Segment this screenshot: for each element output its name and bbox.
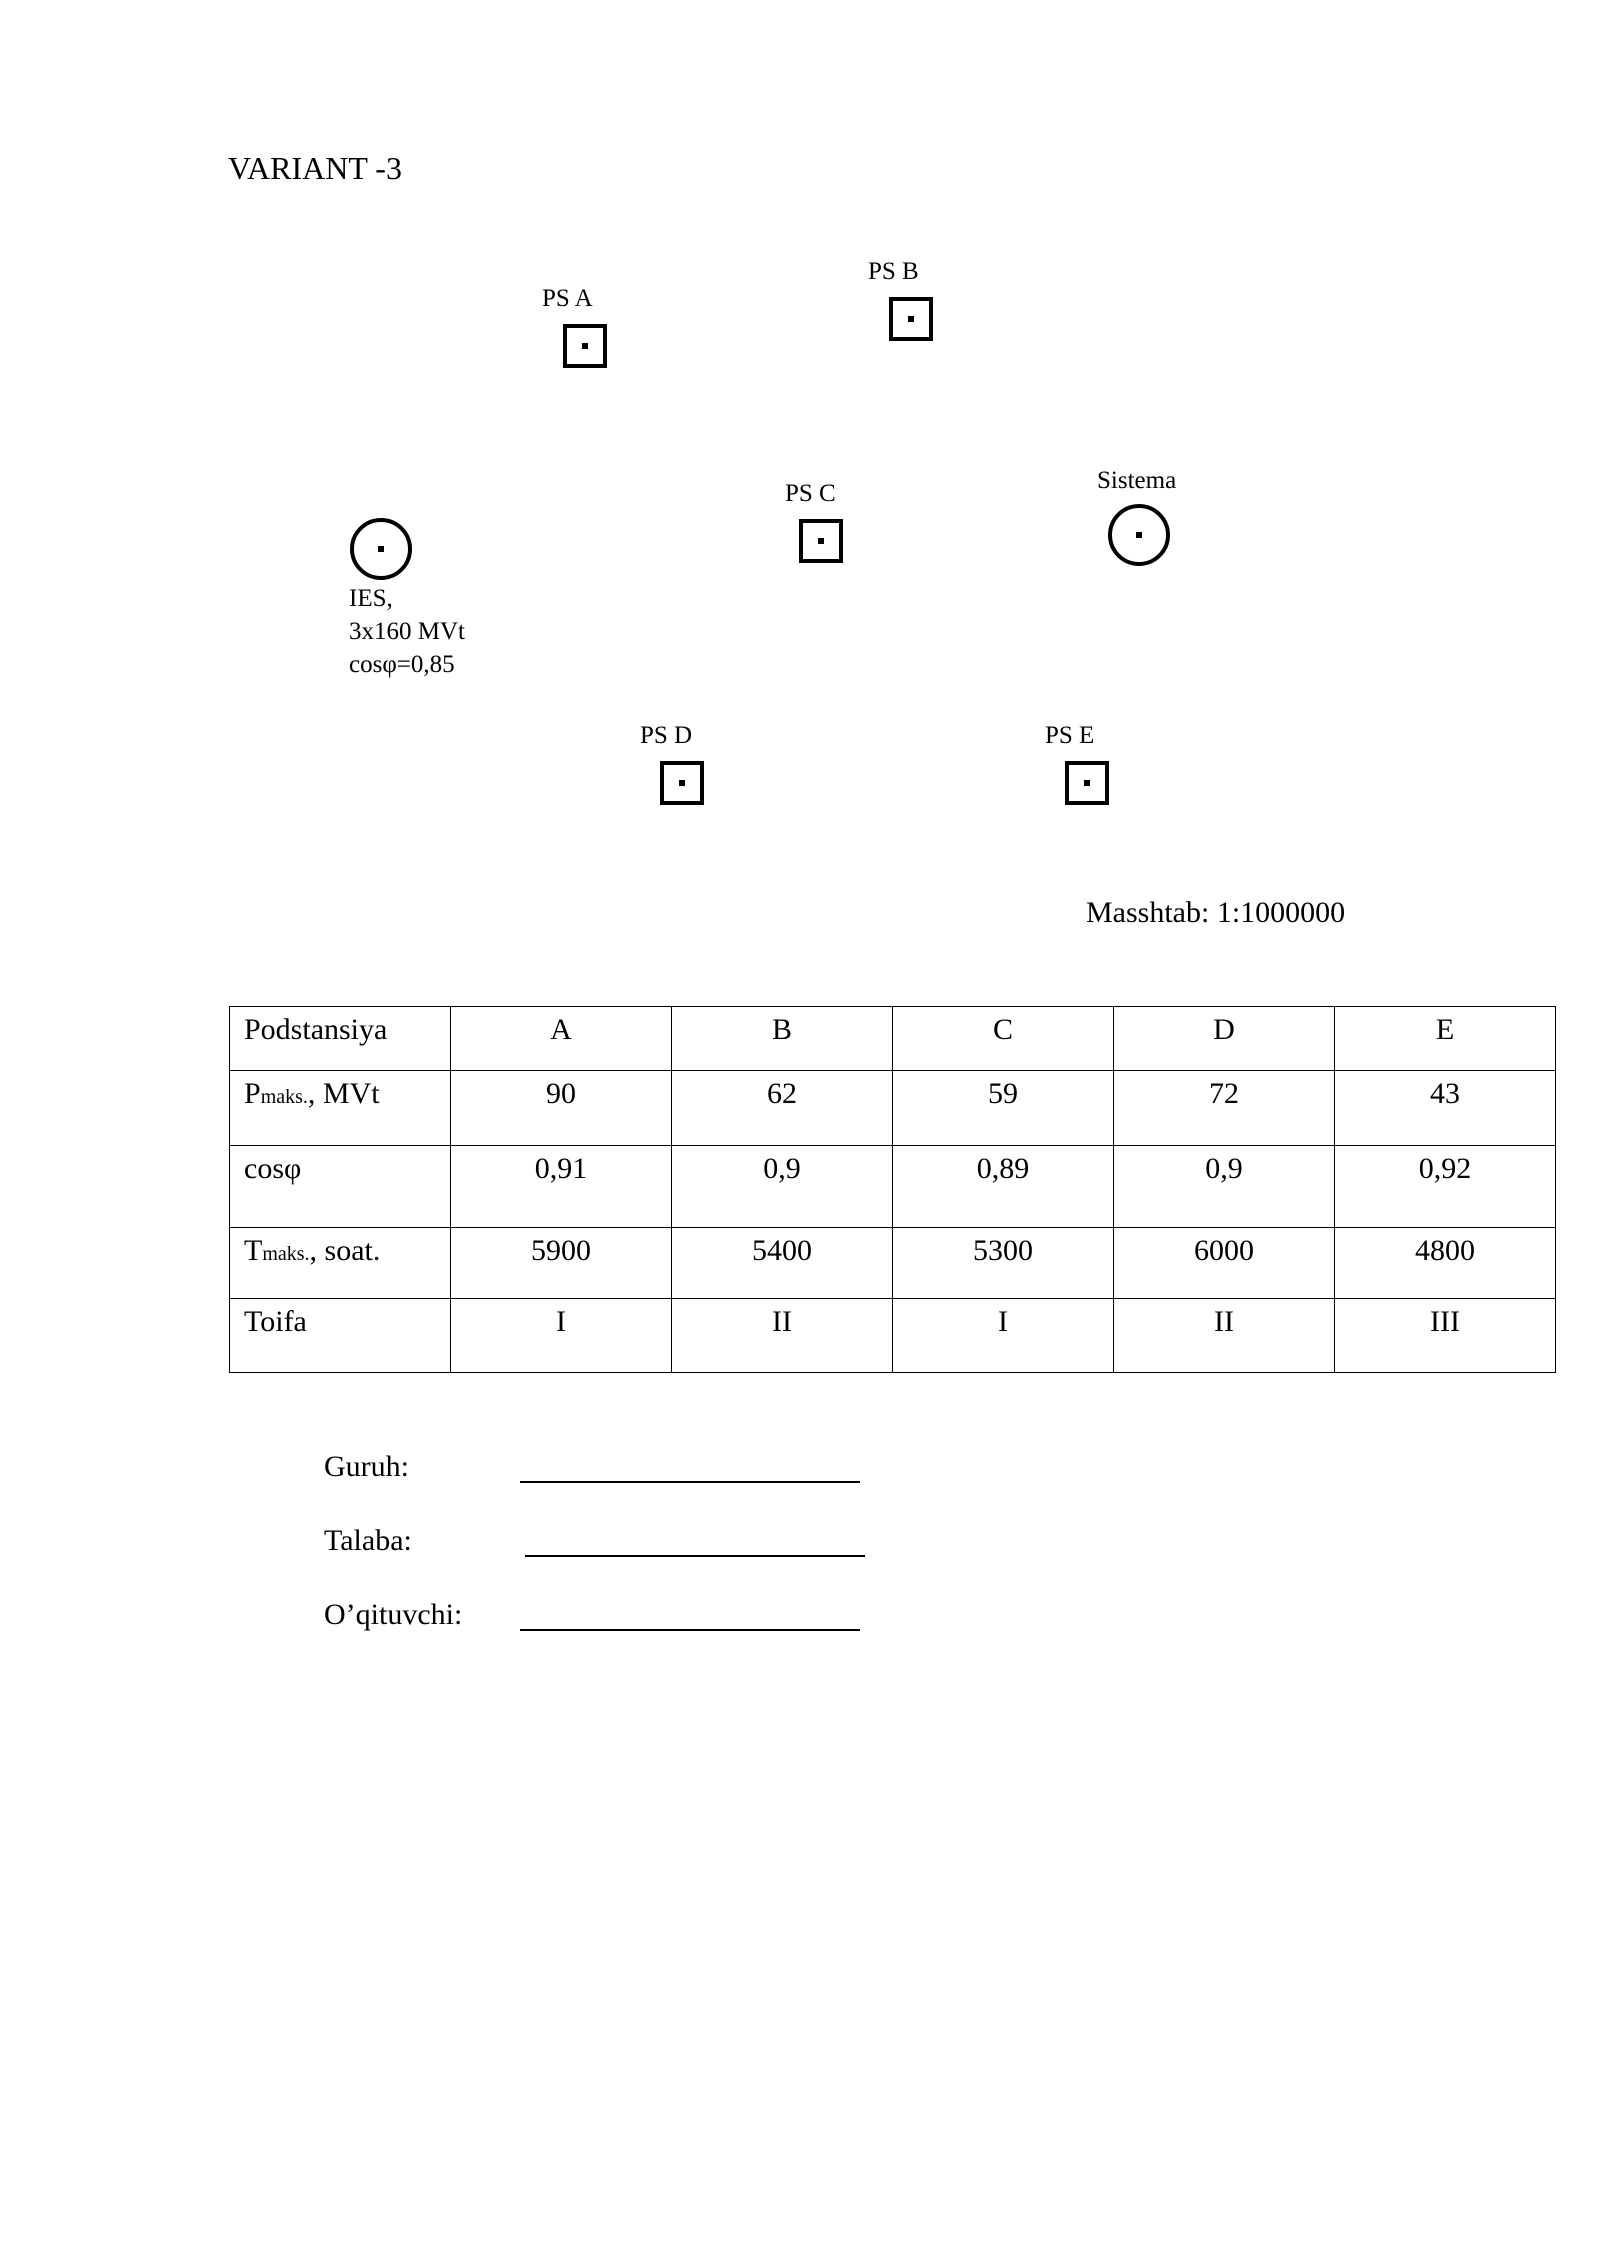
substation-data-table <box>229 1006 1556 1373</box>
table-cell: 59 <box>893 1071 1114 1146</box>
table-cell: II <box>1114 1299 1335 1373</box>
ps-e-label: PS E <box>1045 722 1095 749</box>
tmax-subscript: maks. <box>262 1243 310 1265</box>
row-label-cosphi: cosφ <box>230 1146 451 1228</box>
system-circle-icon <box>1108 504 1170 566</box>
page-title: VARIANT -3 <box>228 150 402 186</box>
group-label: Guruh: <box>324 1450 409 1483</box>
ps-a-label: PS A <box>542 285 593 312</box>
plant-label-capacity: 3x160 MVt <box>349 618 465 645</box>
table-cell: 62 <box>672 1071 893 1146</box>
table-cell: 72 <box>1114 1071 1335 1146</box>
row-label-tmax <box>230 1228 451 1299</box>
table-row-toifa <box>230 1299 1556 1373</box>
table-row-cosphi <box>230 1146 1556 1228</box>
table-cell: I <box>893 1299 1114 1373</box>
plant-circle-icon <box>350 518 412 580</box>
row-label-pmax <box>230 1071 451 1146</box>
tmax-symbol: T <box>244 1234 263 1267</box>
table-cell: 0,9 <box>672 1146 893 1228</box>
column-header-a: A <box>451 1007 672 1071</box>
row-label-toifa: Toifa <box>230 1299 451 1373</box>
tmax-unit: , soat. <box>309 1234 381 1267</box>
column-header-b: B <box>672 1007 893 1071</box>
table-cell: 43 <box>1335 1071 1556 1146</box>
table-cell: 4800 <box>1335 1228 1556 1299</box>
row-label-podstansiya: Podstansiya <box>230 1007 451 1071</box>
group-signature-line[interactable] <box>520 1481 860 1483</box>
ps-b-square-icon <box>889 297 933 341</box>
system-label: Sistema <box>1097 467 1177 494</box>
table-row-header <box>230 1007 1556 1071</box>
table-cell: 5300 <box>893 1228 1114 1299</box>
ps-a-square-icon <box>563 324 607 368</box>
table-cell: III <box>1335 1299 1556 1373</box>
table-cell: 0,89 <box>893 1146 1114 1228</box>
student-signature-line[interactable] <box>525 1555 865 1557</box>
pmax-subscript: maks. <box>260 1086 308 1108</box>
ps-b-label: PS B <box>868 258 919 285</box>
table-row-tmax <box>230 1228 1556 1299</box>
plant-label-name: IES, <box>349 585 393 612</box>
table-cell: 0,92 <box>1335 1146 1556 1228</box>
teacher-label: O’qituvchi: <box>324 1598 463 1631</box>
plant-label-cosphi: cosφ=0,85 <box>349 651 455 678</box>
table-cell: II <box>672 1299 893 1373</box>
map-scale: Masshtab: 1:1000000 <box>1086 896 1346 929</box>
table-cell: 6000 <box>1114 1228 1335 1299</box>
student-label: Talaba: <box>324 1524 412 1557</box>
table-cell: 0,91 <box>451 1146 672 1228</box>
table-cell: 5400 <box>672 1228 893 1299</box>
column-header-e: E <box>1335 1007 1556 1071</box>
pmax-symbol: P <box>244 1077 261 1110</box>
table-row-pmax <box>230 1071 1556 1146</box>
table-cell: 5900 <box>451 1228 672 1299</box>
ps-e-square-icon <box>1065 761 1109 805</box>
ps-c-square-icon <box>799 519 843 563</box>
teacher-signature-line[interactable] <box>520 1629 860 1631</box>
ps-d-square-icon <box>660 761 704 805</box>
ps-c-label: PS C <box>785 480 836 507</box>
table-cell: I <box>451 1299 672 1373</box>
table-cell: 0,9 <box>1114 1146 1335 1228</box>
ps-d-label: PS D <box>640 722 693 749</box>
table-cell: 90 <box>451 1071 672 1146</box>
column-header-c: C <box>893 1007 1114 1071</box>
pmax-unit: , MVt <box>307 1077 380 1110</box>
column-header-d: D <box>1114 1007 1335 1071</box>
